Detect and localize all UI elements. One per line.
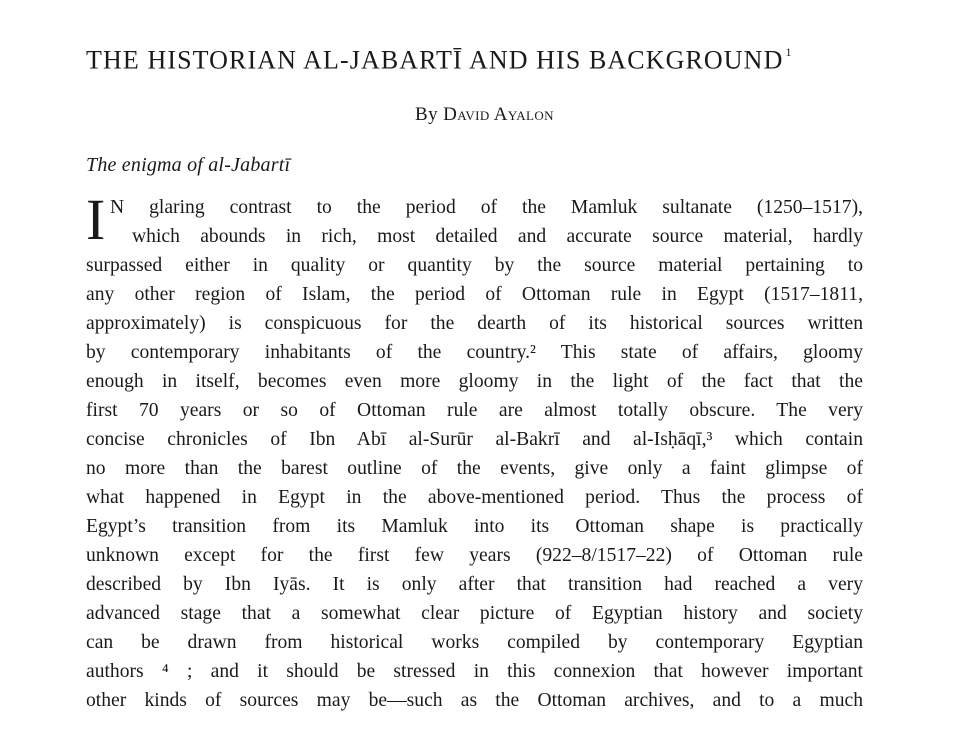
body-line: advanced stage that a somewhat clear picture of Egyptian history and society — [86, 603, 863, 624]
body-line: approximately) is conspicuous for the dearth of its historical sources written — [86, 313, 863, 334]
body-line: can be drawn from historical works compiled by contemporary Egyptian — [86, 632, 863, 653]
body-line: described by Ibn Iyās. It is only after that transition had reached a very — [86, 574, 863, 595]
body-line: enough in itself, becomes even more gloomy in the light of the fact that the — [86, 371, 863, 392]
article-title-text: THE HISTORIAN AL-JABARTĪ AND HIS BACKGROUND — [86, 45, 784, 75]
body-line: authors ⁴ ; and it should be stressed in this connexion that however important — [86, 661, 863, 682]
body-line: concise chronicles of Ibn Abī al-Surūr al-Bakrī and al-Isḥāqī,³ which contain — [86, 429, 863, 450]
article-title — [86, 38, 886, 78]
section-heading: The enigma of al-Jabartī — [86, 154, 291, 176]
body-line: first 70 years or so of Ottoman rule are almost totally obscure. The very — [86, 400, 863, 421]
body-line: no more than the barest outline of the events, give only a faint glimpse of — [86, 458, 863, 479]
author-name: David Ayalon — [443, 104, 554, 125]
byline-prefix: By — [415, 104, 438, 125]
body-line: which abounds in rich, most detailed and accurate source material, hardly — [132, 226, 863, 247]
body-text — [86, 187, 863, 715]
body-line: what happened in Egypt in the above-mentioned period. Thus the process of — [86, 487, 863, 508]
title-footnote-marker: 1 — [785, 45, 793, 59]
body-line: Egypt’s transition from its Mamluk into its Ottoman shape is practically — [86, 516, 863, 537]
body-line: unknown except for the first few years (922–8/1517–22) of Ottoman rule — [86, 545, 863, 566]
body-line: other kinds of sources may be—such as the Ottoman archives, and to a much — [86, 690, 863, 711]
body-line-text: N glaring contrast to the period of the Mamluk sultanate (1250–1517), — [110, 197, 863, 218]
body-line: by contemporary inhabitants of the country.² This state of affairs, gloomy — [86, 342, 863, 363]
byline — [0, 102, 969, 128]
body-line: surpassed either in quality or quantity by the source material pertaining to — [86, 255, 863, 276]
drop-cap: I — [86, 187, 106, 252]
body-line: any other region of Islam, the period of Ottoman rule in Egypt (1517–1811, — [86, 284, 863, 305]
